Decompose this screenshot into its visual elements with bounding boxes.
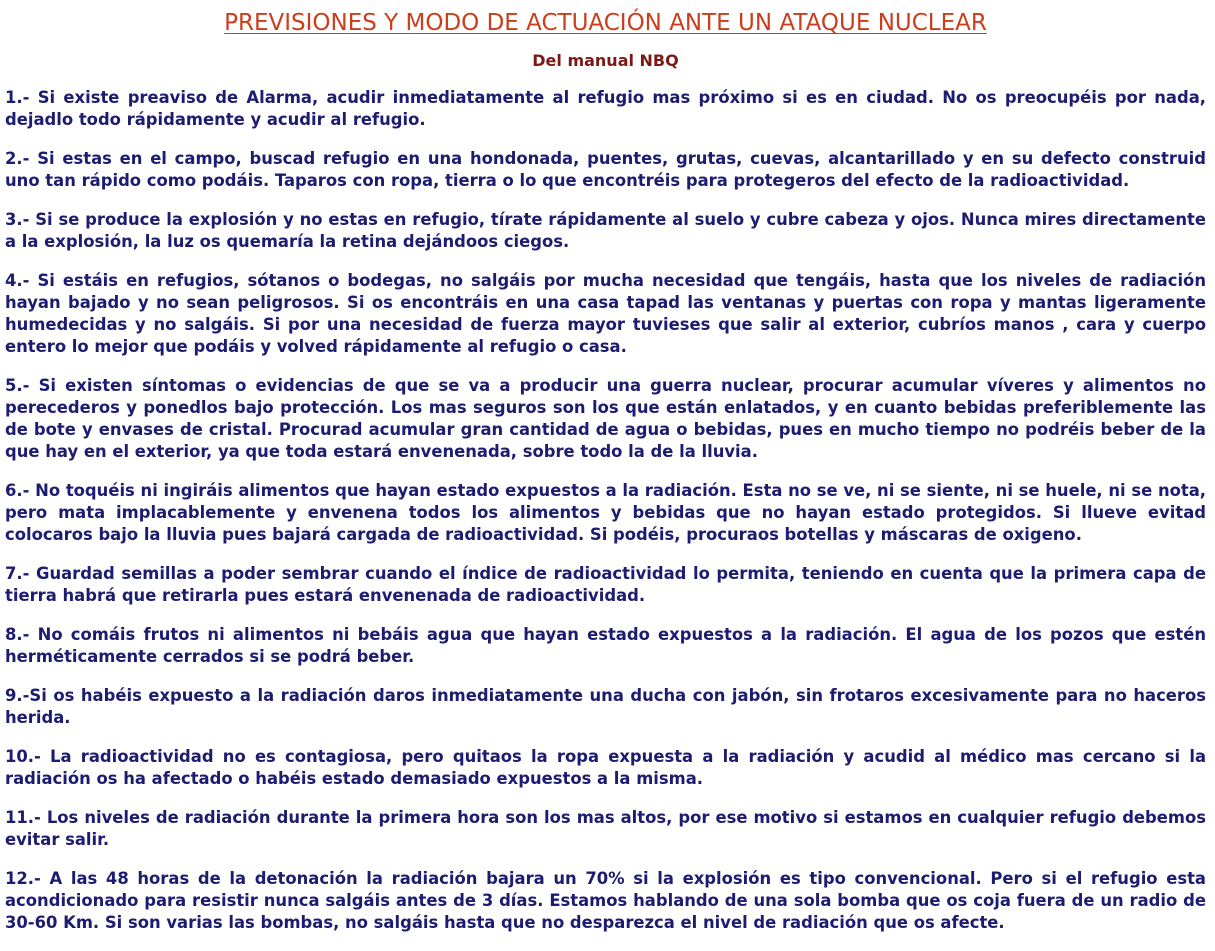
- instruction-item-4: 4.- Si estáis en refugios, sótanos o bodegas, no salgáis por mucha necesidad que tengáis, hasta que los niveles de radiación hayan bajado y no sean peligrosos. Si os encontráis en una casa tapad las ventanas y puertas con ropa y mantas ligeramente humedecidas y no salgáis. Si por una necesidad de fuerza mayor tuvieses que salir al exterior, cubríos manos , cara y cuerpo entero lo mejor que podáis y volved rápidamente al refugio o casa.: [5, 271, 1206, 356]
- instruction-item-10: 10.- La radioactividad no es contagiosa, pero quitaos la ropa expuesta a la radiación y acudid al médico mas cercano si la radiación os ha afectado o habéis estado demasiado expuestos a la misma.: [5, 747, 1206, 788]
- instruction-item-12: 12.- A las 48 horas de la detonación la radiación bajara un 70% si la explosión es tipo convencional. Pero si el refugio esta acondicionado para resistir nunca salgáis antes de 3 días. Estamos hablando de una sola bomba que os coja fuera de un radio de 30-60 Km. Si son varias las bombas, no salgáis hasta que no desparezca el nivel de radiación que os afecte.: [5, 869, 1206, 932]
- page-title: PREVISIONES Y MODO DE ACTUACIÓN ANTE UN ATAQUE NUCLEAR: [224, 10, 987, 36]
- instruction-item-1: 1.- Si existe preaviso de Alarma, acudir inmediatamente al refugio mas próximo si es en ciudad. No os preocupéis por nada, dejadlo todo rápidamente y acudir al refugio.: [5, 88, 1206, 129]
- instruction-item-3: 3.- Si se produce la explosión y no estas en refugio, tírate rápidamente al suelo y cubre cabeza y ojos. Nunca mires directamente a la explosión, la luz os quemaría la retina dejándoos ciegos.: [5, 210, 1206, 251]
- instruction-list: [5, 87, 1206, 934]
- document-page: [5, 0, 1206, 951]
- instruction-item-8: 8.- No comáis frutos ni alimentos ni bebáis agua que hayan estado expuestos a la radiación. El agua de los pozos que estén herméticamente cerrados si se podrá beber.: [5, 625, 1206, 666]
- instruction-item-5: 5.- Si existen síntomas o evidencias de que se va a producir una guerra nuclear, procurar acumular víveres y alimentos no perecederos y ponedlos bajo protección. Los mas seguros son los que están enlatados, y en cuanto bebidas preferiblemente las de bote y envases de cristal. Procurad acumular gran cantidad de agua o bebidas, pues en mucho tiempo no podréis beber de la que hay en el exterior, ya que toda estará envenenada, sobre todo la de la lluvia.: [5, 376, 1206, 461]
- page-subtitle: Del manual NBQ: [532, 51, 679, 70]
- instruction-item-9: 9.-Si os habéis expuesto a la radiación daros inmediatamente una ducha con jabón, sin frotaros excesivamente para no haceros herida.: [5, 686, 1206, 727]
- instruction-item-11: 11.- Los niveles de radiación durante la primera hora son los mas altos, por ese motivo si estamos en cualquier refugio debemos evitar salir.: [5, 808, 1206, 849]
- instruction-item-2: 2.- Si estas en el campo, buscad refugio en una hondonada, puentes, grutas, cuevas, alcantarillado y en su defecto construid uno tan rápido como podáis. Taparos con ropa, tierra o lo que encontréis para protegeros del efecto de la radioactividad.: [5, 149, 1206, 190]
- instruction-item-7: 7.- Guardad semillas a poder sembrar cuando el índice de radioactividad lo permita, teniendo en cuenta que la primera capa de tierra habrá que retirarla pues estará envenenada de radioactividad.: [5, 564, 1206, 605]
- instruction-item-6: 6.- No toquéis ni ingiráis alimentos que hayan estado expuestos a la radiación. Esta no se ve, ni se siente, ni se huele, ni se nota, pero mata implacablemente y envenena todos los alimentos y bebidas que no hayan estado protegidos. Si llueve evitad colocaros bajo la lluvia pues bajará cargada de radioactividad. Si podéis, procuraos botellas y máscaras de oxigeno.: [5, 481, 1206, 544]
